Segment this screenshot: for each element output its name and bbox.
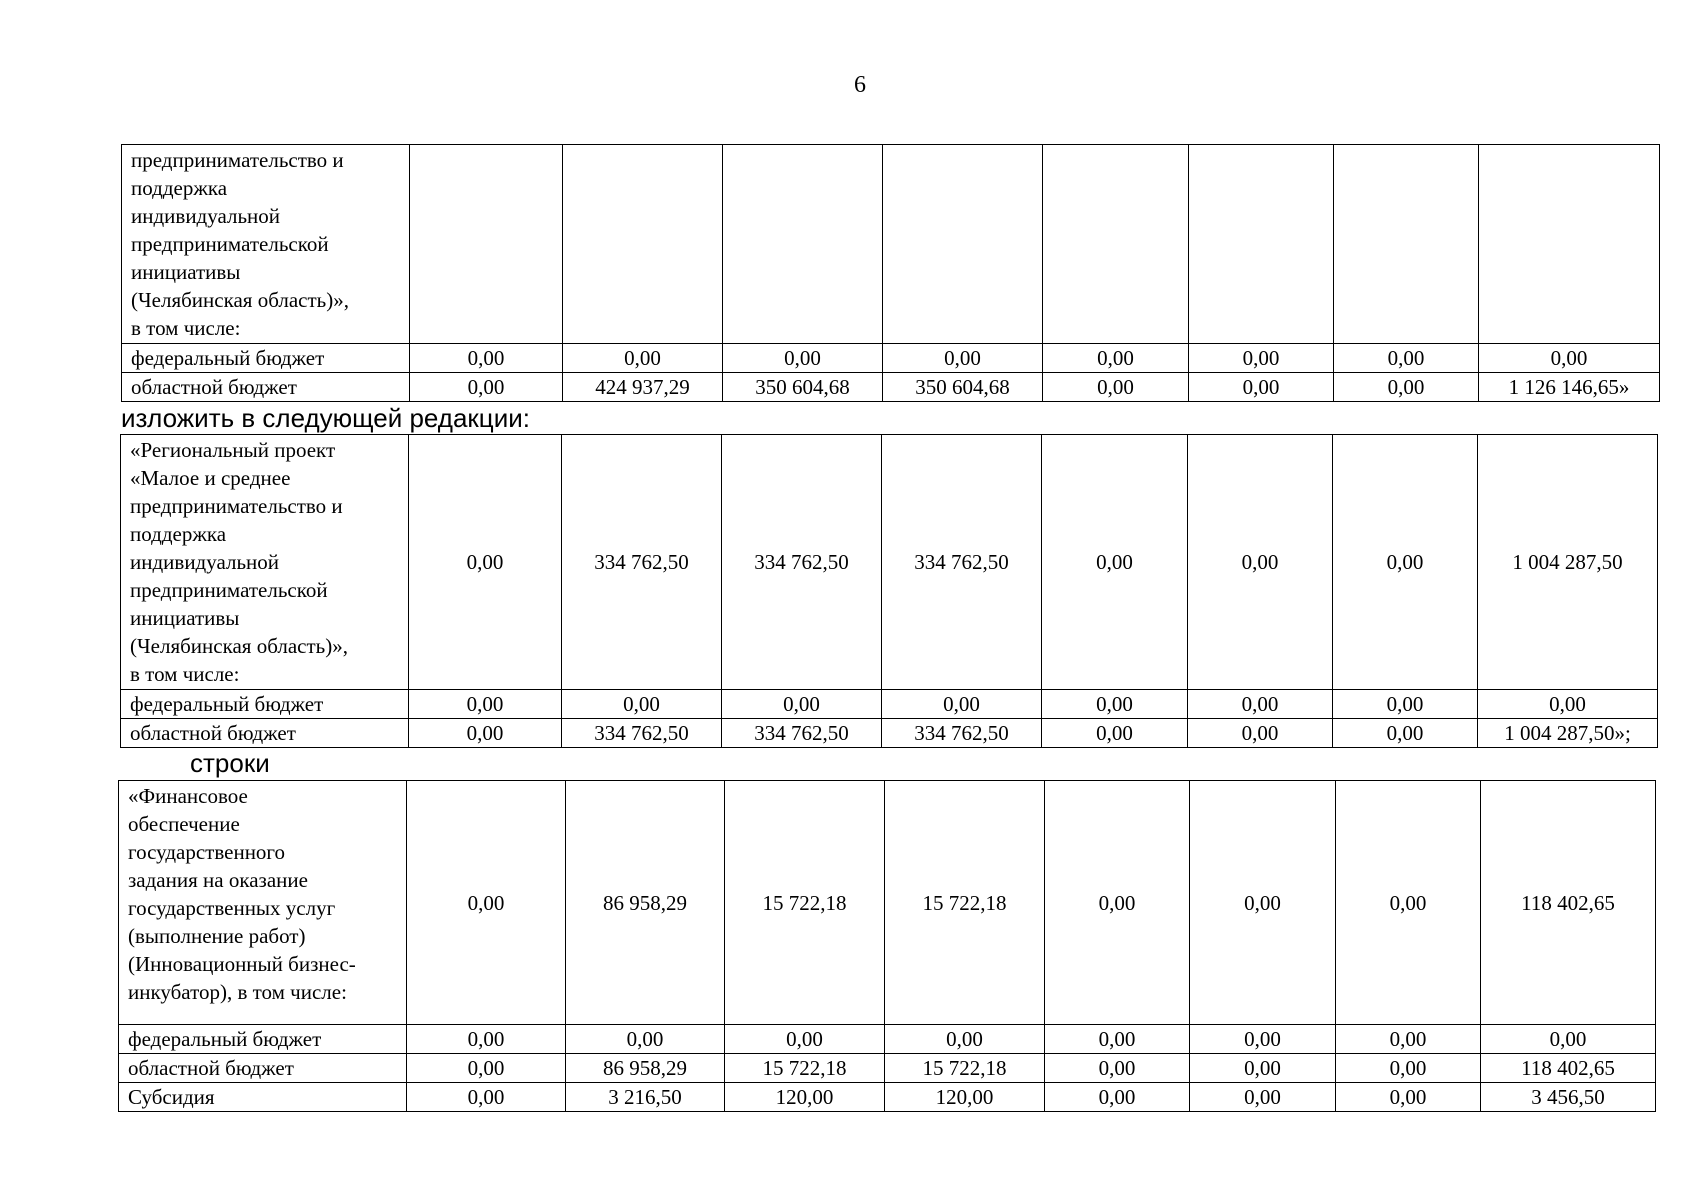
table-cell: 3 216,50: [566, 1083, 725, 1112]
table-cell: [410, 145, 563, 344]
table-cell: 334 762,50: [562, 719, 722, 748]
table-cell: 0,00: [407, 781, 566, 1025]
budget-table-previous: [121, 144, 1660, 402]
table-cell: 0,00: [1190, 1083, 1336, 1112]
table-cell: 0,00: [1478, 690, 1658, 719]
table-cell: [883, 145, 1043, 344]
table-cell: 350 604,68: [883, 373, 1043, 402]
row-label: федеральный бюджет: [119, 1025, 407, 1054]
table-cell: 118 402,65: [1481, 1054, 1656, 1083]
table-cell: [563, 145, 723, 344]
table-cell: 0,00: [562, 690, 722, 719]
description-line: «Региональный проект: [130, 438, 336, 462]
table-cell: 86 958,29: [566, 1054, 725, 1083]
table-cell: 0,00: [1336, 1025, 1481, 1054]
description-line: обеспечение: [128, 812, 240, 836]
table-cell: 334 762,50: [562, 435, 722, 690]
description-line: поддержка: [130, 522, 227, 546]
table-cell: 3 456,50: [1481, 1083, 1656, 1112]
description-line: индивидуальной: [131, 204, 280, 228]
table-cell: 0,00: [1042, 719, 1188, 748]
description-line: предпринимательской: [131, 232, 329, 256]
table-cell: 0,00: [1188, 690, 1333, 719]
table-row: [122, 344, 1660, 373]
table-cell: 0,00: [566, 1025, 725, 1054]
budget-table-new-edition: [120, 434, 1658, 748]
table-cell: 0,00: [1336, 1083, 1481, 1112]
table-cell: 0,00: [1333, 690, 1478, 719]
table-cell: 350 604,68: [723, 373, 883, 402]
budget-table-business-incubator: [118, 780, 1656, 1112]
description-line: государственных услуг: [128, 896, 336, 920]
description-line: предпринимательство и: [130, 494, 343, 518]
description-line: государственного: [128, 840, 286, 864]
table-cell: 334 762,50: [722, 719, 882, 748]
table-cell: 0,00: [885, 1025, 1045, 1054]
table-cell: 0,00: [1190, 781, 1336, 1025]
description-line: инкубатор), в том числе:: [128, 980, 347, 1004]
table-row: [119, 1054, 1656, 1083]
table-cell: 334 762,50: [882, 719, 1042, 748]
table-cell: 15 722,18: [725, 781, 885, 1025]
table-cell: 120,00: [725, 1083, 885, 1112]
row-description: [121, 435, 409, 690]
table-row: [119, 1025, 1656, 1054]
table-cell: 0,00: [410, 373, 563, 402]
description-line: (выполнение работ): [128, 924, 306, 948]
table-cell: 0,00: [1043, 344, 1189, 373]
table-cell: 0,00: [1190, 1054, 1336, 1083]
description-line: задания на оказание: [128, 868, 308, 892]
table-row: [121, 690, 1658, 719]
description-line: в том числе:: [131, 316, 241, 340]
table-cell: 0,00: [1045, 1054, 1190, 1083]
table-cell: 0,00: [1333, 435, 1478, 690]
table-cell: 0,00: [1189, 344, 1334, 373]
table-cell: 0,00: [1045, 1025, 1190, 1054]
row-label: областной бюджет: [122, 373, 410, 402]
row-label: областной бюджет: [119, 1054, 407, 1083]
table-cell: [723, 145, 883, 344]
table-cell: 0,00: [409, 719, 562, 748]
table-cell: 86 958,29: [566, 781, 725, 1025]
section-heading: строки: [190, 748, 270, 778]
description-line: (Инновационный бизнес-: [128, 952, 356, 976]
table-cell: 0,00: [722, 690, 882, 719]
table-cell: 1 126 146,65»: [1479, 373, 1660, 402]
table-cell: 0,00: [1042, 435, 1188, 690]
table-cell: [1334, 145, 1479, 344]
table-cell: 0,00: [1334, 373, 1479, 402]
description-line: «Малое и среднее: [130, 466, 291, 490]
row-label: федеральный бюджет: [122, 344, 410, 373]
table-row: [119, 781, 1656, 1025]
table-cell: 0,00: [883, 344, 1043, 373]
table-cell: 0,00: [1333, 719, 1478, 748]
table-cell: 1 004 287,50: [1478, 435, 1658, 690]
table-row: [119, 1083, 1656, 1112]
table-cell: 0,00: [407, 1054, 566, 1083]
table-cell: 0,00: [409, 690, 562, 719]
page-number: 6: [854, 72, 866, 98]
table-cell: 0,00: [407, 1083, 566, 1112]
table-row: [122, 145, 1660, 344]
table-cell: 0,00: [1045, 781, 1190, 1025]
description-line: предпринимательство и: [131, 148, 344, 172]
description-line: индивидуальной: [130, 550, 279, 574]
table-cell: 424 937,29: [563, 373, 723, 402]
row-label: областной бюджет: [121, 719, 409, 748]
row-label: Субсидия: [119, 1083, 407, 1112]
description-line: (Челябинская область)»,: [130, 634, 348, 658]
table-cell: 0,00: [1042, 690, 1188, 719]
table-cell: 0,00: [410, 344, 563, 373]
table-cell: 334 762,50: [882, 435, 1042, 690]
description-line: инициативы: [130, 606, 240, 630]
table-cell: 0,00: [407, 1025, 566, 1054]
table-cell: 15 722,18: [885, 781, 1045, 1025]
table-cell: 15 722,18: [725, 1054, 885, 1083]
table-cell: 0,00: [1188, 435, 1333, 690]
table-cell: 0,00: [1189, 373, 1334, 402]
row-description: [122, 145, 410, 344]
table-cell: 0,00: [1043, 373, 1189, 402]
table-cell: 0,00: [1481, 1025, 1656, 1054]
table-row: [121, 435, 1658, 690]
table-cell: 0,00: [725, 1025, 885, 1054]
table-cell: [1479, 145, 1660, 344]
table-cell: 1 004 287,50»;: [1478, 719, 1658, 748]
description-line: поддержка: [131, 176, 228, 200]
row-label: федеральный бюджет: [121, 690, 409, 719]
table-cell: 0,00: [1188, 719, 1333, 748]
table-cell: 334 762,50: [722, 435, 882, 690]
table-cell: 0,00: [723, 344, 883, 373]
description-line: в том числе:: [130, 662, 240, 686]
table-cell: 0,00: [1479, 344, 1660, 373]
table-row: [121, 719, 1658, 748]
description-line: «Финансовое: [128, 784, 248, 808]
table-cell: 118 402,65: [1481, 781, 1656, 1025]
description-line: предпринимательской: [130, 578, 328, 602]
table-cell: 0,00: [1336, 1054, 1481, 1083]
table-cell: 0,00: [1334, 344, 1479, 373]
section-heading: изложить в следующей редакции:: [121, 403, 530, 433]
description-line: инициативы: [131, 260, 241, 284]
table-cell: 0,00: [563, 344, 723, 373]
table-cell: 0,00: [1336, 781, 1481, 1025]
table-cell: 0,00: [1045, 1083, 1190, 1112]
table-cell: 0,00: [1190, 1025, 1336, 1054]
description-line: (Челябинская область)»,: [131, 288, 349, 312]
table-cell: 15 722,18: [885, 1054, 1045, 1083]
table-cell: [1189, 145, 1334, 344]
table-cell: 0,00: [409, 435, 562, 690]
table-cell: 120,00: [885, 1083, 1045, 1112]
table-cell: 0,00: [882, 690, 1042, 719]
table-row: [122, 373, 1660, 402]
row-description: [119, 781, 407, 1025]
table-cell: [1043, 145, 1189, 344]
